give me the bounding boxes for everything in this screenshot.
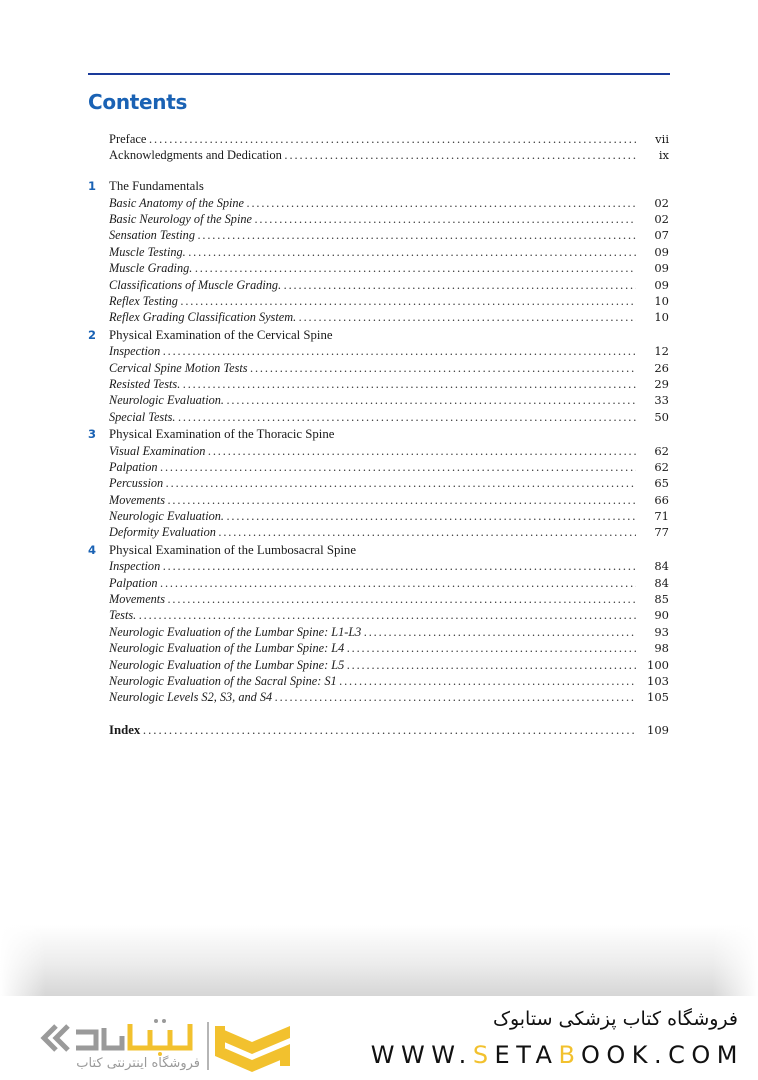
chapter-title: Physical Examination of the Cervical Spine <box>109 327 333 342</box>
toc-entry-label: Acknowledgments and Dedication . . . <box>109 147 636 163</box>
toc-section-page: 66 <box>654 492 669 507</box>
url-part: OOK.COM <box>580 1041 744 1069</box>
toc-section-label: Muscle Testing. . . . <box>109 244 636 260</box>
toc-section-page: 71 <box>654 509 669 524</box>
logo-subtitle: فروشگاه اینترنتی کتاب <box>76 1056 200 1071</box>
toc-section[interactable] <box>0 524 758 540</box>
toc-section-page: 62 <box>654 459 669 474</box>
chapter-number: 1 <box>88 179 97 194</box>
toc-section-page: 103 <box>647 674 669 688</box>
toc-section-page: 105 <box>647 690 669 705</box>
toc-section[interactable] <box>0 657 758 673</box>
toc-section-label: Cervical Spine Motion Tests . . . <box>109 360 636 376</box>
toc-section-label: Deformity Evaluation . . . <box>109 524 636 540</box>
toc-section-label: Neurologic Evaluation of the Sacral Spine: S1 . . . <box>109 673 636 689</box>
toc-entry-page: ix <box>658 148 669 163</box>
toc-section-label: Neurologic Evaluation of the Lumbar Spine: L4 . . . <box>109 640 636 656</box>
toc-chapter-4[interactable] <box>0 542 758 558</box>
toc-section-page: 26 <box>654 360 669 375</box>
toc-section[interactable] <box>0 575 758 591</box>
toc-section-label: Inspection . . . <box>109 558 636 574</box>
store-url-link[interactable] <box>371 1041 744 1069</box>
toc-section-page: 100 <box>647 657 669 672</box>
toc-section[interactable] <box>0 360 758 376</box>
chevron-logo-icon <box>215 1020 290 1076</box>
chapter-title: Physical Examination of the Lumbosacral Spine <box>109 542 356 557</box>
toc-entry-acknowledgments[interactable] <box>0 147 758 163</box>
toc-section-label: Classifications of Muscle Grading. . . . <box>109 277 636 293</box>
toc-section-page: 33 <box>654 393 669 408</box>
toc-section-label: Neurologic Evaluation. . . . <box>109 392 636 408</box>
page-title: Contents <box>88 90 188 114</box>
toc-entry-label: Index . . . <box>109 722 636 738</box>
setabook-wordmark-icon <box>38 1018 198 1058</box>
page-bottom-shadow <box>0 925 758 996</box>
toc-section[interactable] <box>0 277 758 293</box>
toc-section-label: Neurologic Evaluation of the Lumbar Spine: L5 . . . <box>109 657 636 673</box>
toc-section[interactable] <box>0 508 758 524</box>
toc-section[interactable] <box>0 211 758 227</box>
toc-section-label: Movements . . . <box>109 591 636 607</box>
toc-section[interactable] <box>0 673 758 689</box>
toc-section[interactable] <box>0 409 758 425</box>
toc-entry-preface[interactable] <box>0 131 758 147</box>
toc-section-label: Sensation Testing . . . <box>109 227 636 243</box>
toc-section-page: 29 <box>654 376 669 391</box>
toc-section-label: Reflex Testing . . . <box>109 293 636 309</box>
toc-section-label: Inspection . . . <box>109 343 636 359</box>
toc-entry-label: Preface . . . <box>109 131 636 147</box>
chapter-number: 4 <box>88 542 97 557</box>
toc-entry-page: vii <box>655 132 669 146</box>
toc-section-page: 02 <box>654 212 669 227</box>
toc-chapter-1[interactable] <box>0 178 758 194</box>
toc-section[interactable] <box>0 607 758 623</box>
toc-section-label: Neurologic Evaluation of the Lumbar Spine: L1-L3 . . . <box>109 624 636 640</box>
toc-section-page: 10 <box>654 310 669 325</box>
toc-section-page: 02 <box>654 195 669 210</box>
toc-section[interactable] <box>0 227 758 243</box>
toc-section[interactable] <box>0 492 758 508</box>
toc-section-page: 85 <box>654 592 669 607</box>
toc-chapter-3[interactable] <box>0 426 758 442</box>
toc-section-page: 62 <box>654 443 669 458</box>
url-part: WWW. <box>370 1041 473 1069</box>
toc-section-page: 50 <box>654 409 669 424</box>
url-part: ETA <box>494 1041 559 1069</box>
toc-section-label: Neurologic Levels S2, S3, and S4 . . . <box>109 689 636 705</box>
toc-section[interactable] <box>0 343 758 359</box>
toc-section-page: 90 <box>654 608 669 623</box>
chapter-number: 3 <box>88 427 97 442</box>
toc-section[interactable] <box>0 309 758 325</box>
toc-section-label: Movements . . . <box>109 492 636 508</box>
toc-section-label: Basic Neurology of the Spine . . . <box>109 211 636 227</box>
url-highlight: B <box>558 1041 581 1069</box>
toc-section[interactable] <box>0 475 758 491</box>
toc-section-page: 07 <box>654 228 669 243</box>
toc-section[interactable] <box>0 459 758 475</box>
toc-section-page: 09 <box>654 244 669 259</box>
toc-section[interactable] <box>0 624 758 640</box>
toc-section[interactable] <box>0 392 758 408</box>
toc-section-page: 09 <box>654 277 669 292</box>
store-name: فروشگاه کتاب پزشکی ستابوک <box>492 1008 738 1030</box>
toc-section-label: Tests. . . . <box>109 607 636 623</box>
chapter-number: 2 <box>88 327 97 342</box>
toc-section-page: 65 <box>654 476 669 491</box>
toc-section-label: Special Tests. . . . <box>109 409 636 425</box>
toc-section[interactable] <box>0 244 758 260</box>
toc-section-label: Neurologic Evaluation. . . . <box>109 508 636 524</box>
toc-section[interactable] <box>0 591 758 607</box>
toc-section-page: 10 <box>654 294 669 309</box>
logo-divider <box>207 1022 209 1070</box>
toc-section[interactable] <box>0 640 758 656</box>
toc-section-page: 09 <box>654 261 669 276</box>
toc-section-label: Muscle Grading. . . . <box>109 260 636 276</box>
toc-section-label: Basic Anatomy of the Spine . . . <box>109 195 636 211</box>
url-highlight: S <box>472 1041 495 1069</box>
toc-section-label: Percussion . . . <box>109 475 636 491</box>
header-rule <box>88 73 670 75</box>
toc-entry-index[interactable] <box>0 722 758 738</box>
toc-entry-page: 109 <box>647 722 669 737</box>
chapter-title: Physical Examination of the Thoracic Spine <box>109 427 335 442</box>
toc-section-page: 84 <box>654 559 669 574</box>
toc-section[interactable] <box>0 293 758 309</box>
toc-chapter-2[interactable] <box>0 327 758 343</box>
toc-section-label: Reflex Grading Classification System. . . . <box>109 309 636 325</box>
toc-section[interactable] <box>0 260 758 276</box>
chapter-title: The Fundamentals <box>109 179 204 194</box>
toc-section[interactable] <box>0 443 758 459</box>
toc-section-page: 12 <box>654 344 669 359</box>
toc-section-label: Palpation . . . <box>109 575 636 591</box>
toc-section-page: 84 <box>654 575 669 590</box>
toc-section[interactable] <box>0 376 758 392</box>
toc-section[interactable] <box>0 195 758 211</box>
toc-section-label: Visual Examination . . . <box>109 443 636 459</box>
toc-section-page: 93 <box>654 624 669 639</box>
toc-section[interactable] <box>0 558 758 574</box>
toc-section-label: Palpation . . . <box>109 459 636 475</box>
table-of-contents <box>0 131 758 738</box>
toc-section[interactable] <box>0 689 758 705</box>
toc-section-page: 98 <box>654 641 669 656</box>
toc-section-page: 77 <box>654 525 669 540</box>
toc-section-label: Resisted Tests. . . . <box>109 376 636 392</box>
